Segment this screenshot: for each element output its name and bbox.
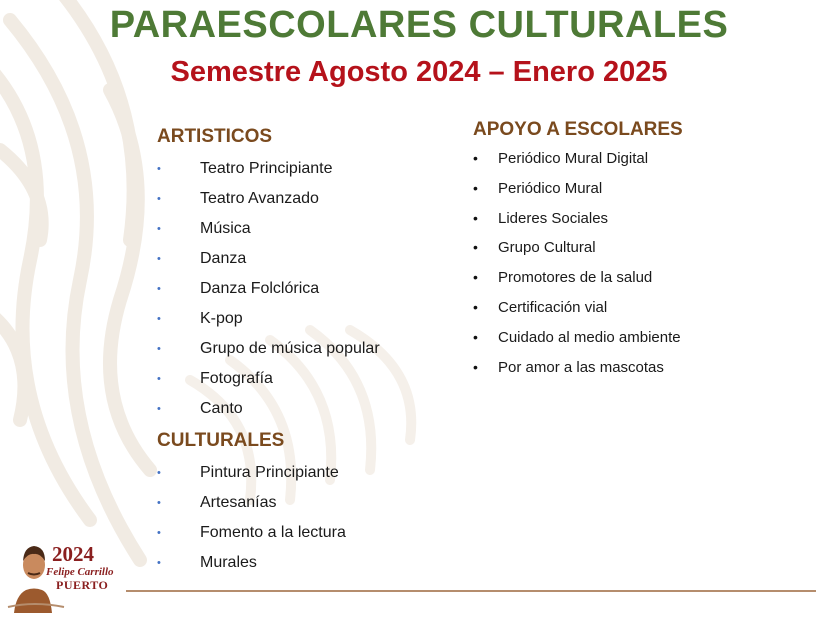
bullet-icon: • [473, 150, 478, 166]
list-item: • Cuidado al medio ambiente [473, 323, 681, 353]
list-item: • Artesanías [157, 488, 346, 518]
list-item: • Periódico Mural [473, 174, 681, 204]
bullet-icon: • [157, 467, 161, 479]
bullet-icon: • [473, 239, 478, 256]
list-item: • Certificación vial [473, 293, 681, 323]
bullet-icon: • [473, 298, 478, 315]
bullet-icon: • [157, 313, 161, 325]
artisticos-list [157, 154, 380, 424]
list-item: • Danza Folclórica [157, 274, 380, 304]
list-item: • Fomento a la lectura [157, 518, 346, 548]
bullet-icon: • [473, 358, 478, 375]
list-item: • Teatro Principiante [157, 154, 380, 184]
bullet-icon: • [157, 193, 161, 205]
bullet-icon: • [157, 557, 161, 569]
logo-year: 2024 [52, 542, 94, 566]
list-item: • Fotografía [157, 364, 380, 394]
bullet-icon: • [157, 223, 161, 235]
list-item: • Periódico Mural Digital [473, 144, 681, 174]
list-item: • Por amor a las mascotas [473, 353, 681, 383]
bullet-icon: • [157, 343, 161, 355]
list-item: • Canto [157, 394, 380, 424]
list-item: • Lideres Sociales [473, 204, 681, 234]
apoyo-list [473, 144, 681, 382]
bullet-icon: • [473, 179, 478, 196]
footer-divider [126, 590, 816, 592]
bullet-icon: • [157, 163, 161, 175]
list-item: • Música [157, 214, 380, 244]
logo-place: PUERTO [56, 578, 109, 592]
list-item: • Grupo de música popular [157, 334, 380, 364]
bullet-icon: • [473, 328, 478, 345]
bullet-icon: • [157, 403, 161, 415]
list-item: • Grupo Cultural [473, 233, 681, 263]
list-item: • Murales [157, 548, 346, 578]
logo-name: Felipe Carrillo [46, 566, 114, 578]
section-title-artisticos: ARTISTICOS [157, 126, 273, 147]
section-title-apoyo: APOYO A ESCOLARES [473, 119, 683, 140]
list-item: • K-pop [157, 304, 380, 334]
list-item: • Promotores de la salud [473, 263, 681, 293]
section-title-culturales: CULTURALES [157, 430, 285, 451]
bullet-icon: • [157, 373, 161, 385]
bullet-icon: • [157, 283, 161, 295]
list-item: • Teatro Avanzado [157, 184, 380, 214]
culturales-list [157, 458, 346, 578]
bullet-icon: • [157, 497, 161, 509]
page-title: PARAESCOLARES CULTURALES [109, 4, 729, 46]
bullet-icon: • [157, 527, 161, 539]
list-item: • Pintura Principiante [157, 458, 346, 488]
list-item: • Danza [157, 244, 380, 274]
bullet-icon: • [157, 253, 161, 265]
page-subtitle: Semestre Agosto 2024 – Enero 2025 [170, 56, 668, 88]
bullet-icon: • [473, 269, 478, 286]
bullet-icon: • [473, 209, 478, 226]
